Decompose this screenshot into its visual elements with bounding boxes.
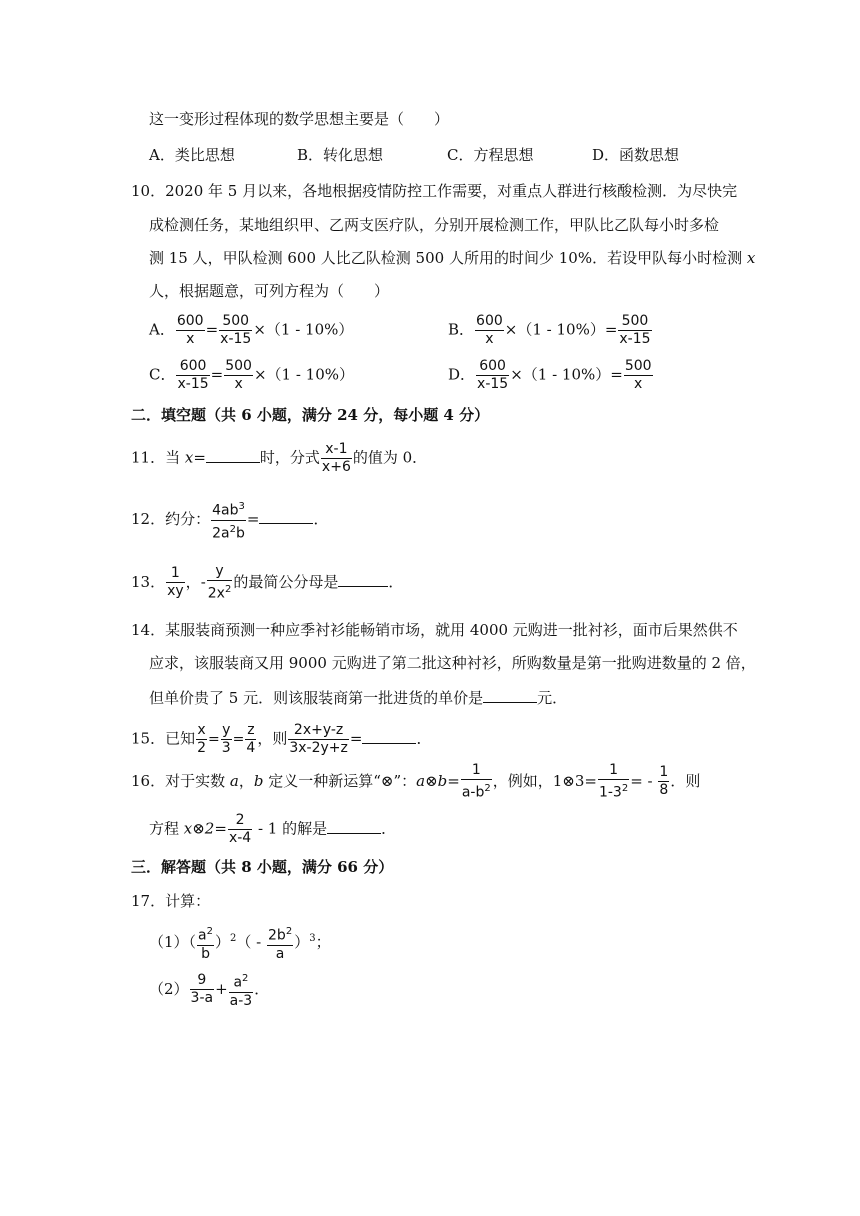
q14-line3: 但单价贵了 5 元．则该服装商第一批进货的单价是 元． (149, 689, 568, 707)
q10-option-c: C． $\frac{600}{x-15}$ = $\frac{500}{x}$ ×（1 - 10%） (149, 358, 355, 392)
q10-option-a: A． $\frac{600}{x}$ = $\frac{500}{x-15}$ ×（1 - 10%） (149, 313, 354, 347)
q17-part2: （2） $\frac{9}{3-a}$ + $\frac{a^2}{a-3}$ ． (149, 970, 269, 1010)
q12-answer-blank (259, 509, 313, 524)
q11: 11．当 x= 时，分式 $\frac{x-1}{x+6}$ 的值为 0． (131, 441, 428, 475)
q13-answer-blank (338, 572, 388, 587)
q15: 15．已知 $\frac{x}{2}$ = $\frac{y}{3}$ = $\frac{z}{4}$ ，则 $\frac{2x+y-z}{3x-2y+z}$ = ． (131, 722, 432, 756)
q14-line2: 应求，该服装商又用 9000 元购进了第二批这种衬衫，所购数量是第一批购进数量的 2 倍， (149, 654, 756, 672)
q9-option-a: A．类比思想 (149, 146, 235, 164)
q12: 12．约分： $\frac{4ab^3}{2a^2b}$ = ． (131, 498, 328, 542)
q14-answer-blank (483, 688, 537, 703)
q14-line1: 14．某服装商预测一种应季衬衫能畅销市场，就用 4000 元购进一批衬衫，面市后果然供不 (131, 621, 738, 639)
q9-option-b: B．转化思想 (297, 146, 384, 164)
q10-line4: 人，根据题意，可列方程为（ ） (149, 282, 390, 300)
q10-option-d: D． $\frac{600}{x-15}$ ×（1 - 10%）= $\frac{500}{x}$ (448, 358, 652, 392)
q11-answer-blank (206, 448, 260, 463)
q17-part1: （1）（ $\frac{a^2}{b}$ ）$^2$（ - $\frac{2b^2}{a}$ ）$^3$； (149, 923, 331, 963)
q16-line2: 方程 x⊗2= $\frac{2}{x-4}$ - 1 的解是 ． (149, 812, 397, 846)
section-3-heading: 三．解答题（共 8 小题，满分 66 分） (131, 858, 394, 876)
q16-answer-blank (327, 819, 381, 834)
q15-answer-blank (362, 729, 416, 744)
section-2-heading: 二．填空题（共 6 小题，满分 24 分，每小题 4 分） (131, 406, 490, 424)
q10-line3: 测 15 人，甲队检测 600 人比乙队检测 500 人所用的时间少 10%．若设甲队每小时检测 x (149, 249, 756, 267)
q10-option-b: B． $\frac{600}{x}$ ×（1 - 10%）= $\frac{500}{x-15}$ (448, 313, 651, 347)
q13: 13． $\frac{1}{xy}$ ，- $\frac{y}{2x^2}$ 的最简公分母是 ． (131, 563, 404, 602)
q16-line1: 16．对于实数 a，b 定义一种新运算“⊗”：a⊗b= $\frac{1}{a-b^2}$ ，例如，1⊗3= $\frac{1}{1-3^2}$ = - $\frac{1}{8}$ ．则 (131, 762, 701, 801)
q9-option-c: C．方程思想 (447, 146, 534, 164)
q10-line2: 成检测任务，某地组织甲、乙两支医疗队，分别开展检测工作，甲队比乙队每小时多检 (149, 216, 720, 234)
q10-line1: 10．2020 年 5 月以来，各地根据疫情防控工作需要，对重点人群进行核酸检测．为尽快完 (131, 182, 738, 200)
q9-option-d: D．函数思想 (592, 146, 680, 164)
q17-stem: 17．计算： (131, 892, 211, 910)
q9-stem: 这一变形过程体现的数学思想主要是（ ） (149, 110, 450, 128)
